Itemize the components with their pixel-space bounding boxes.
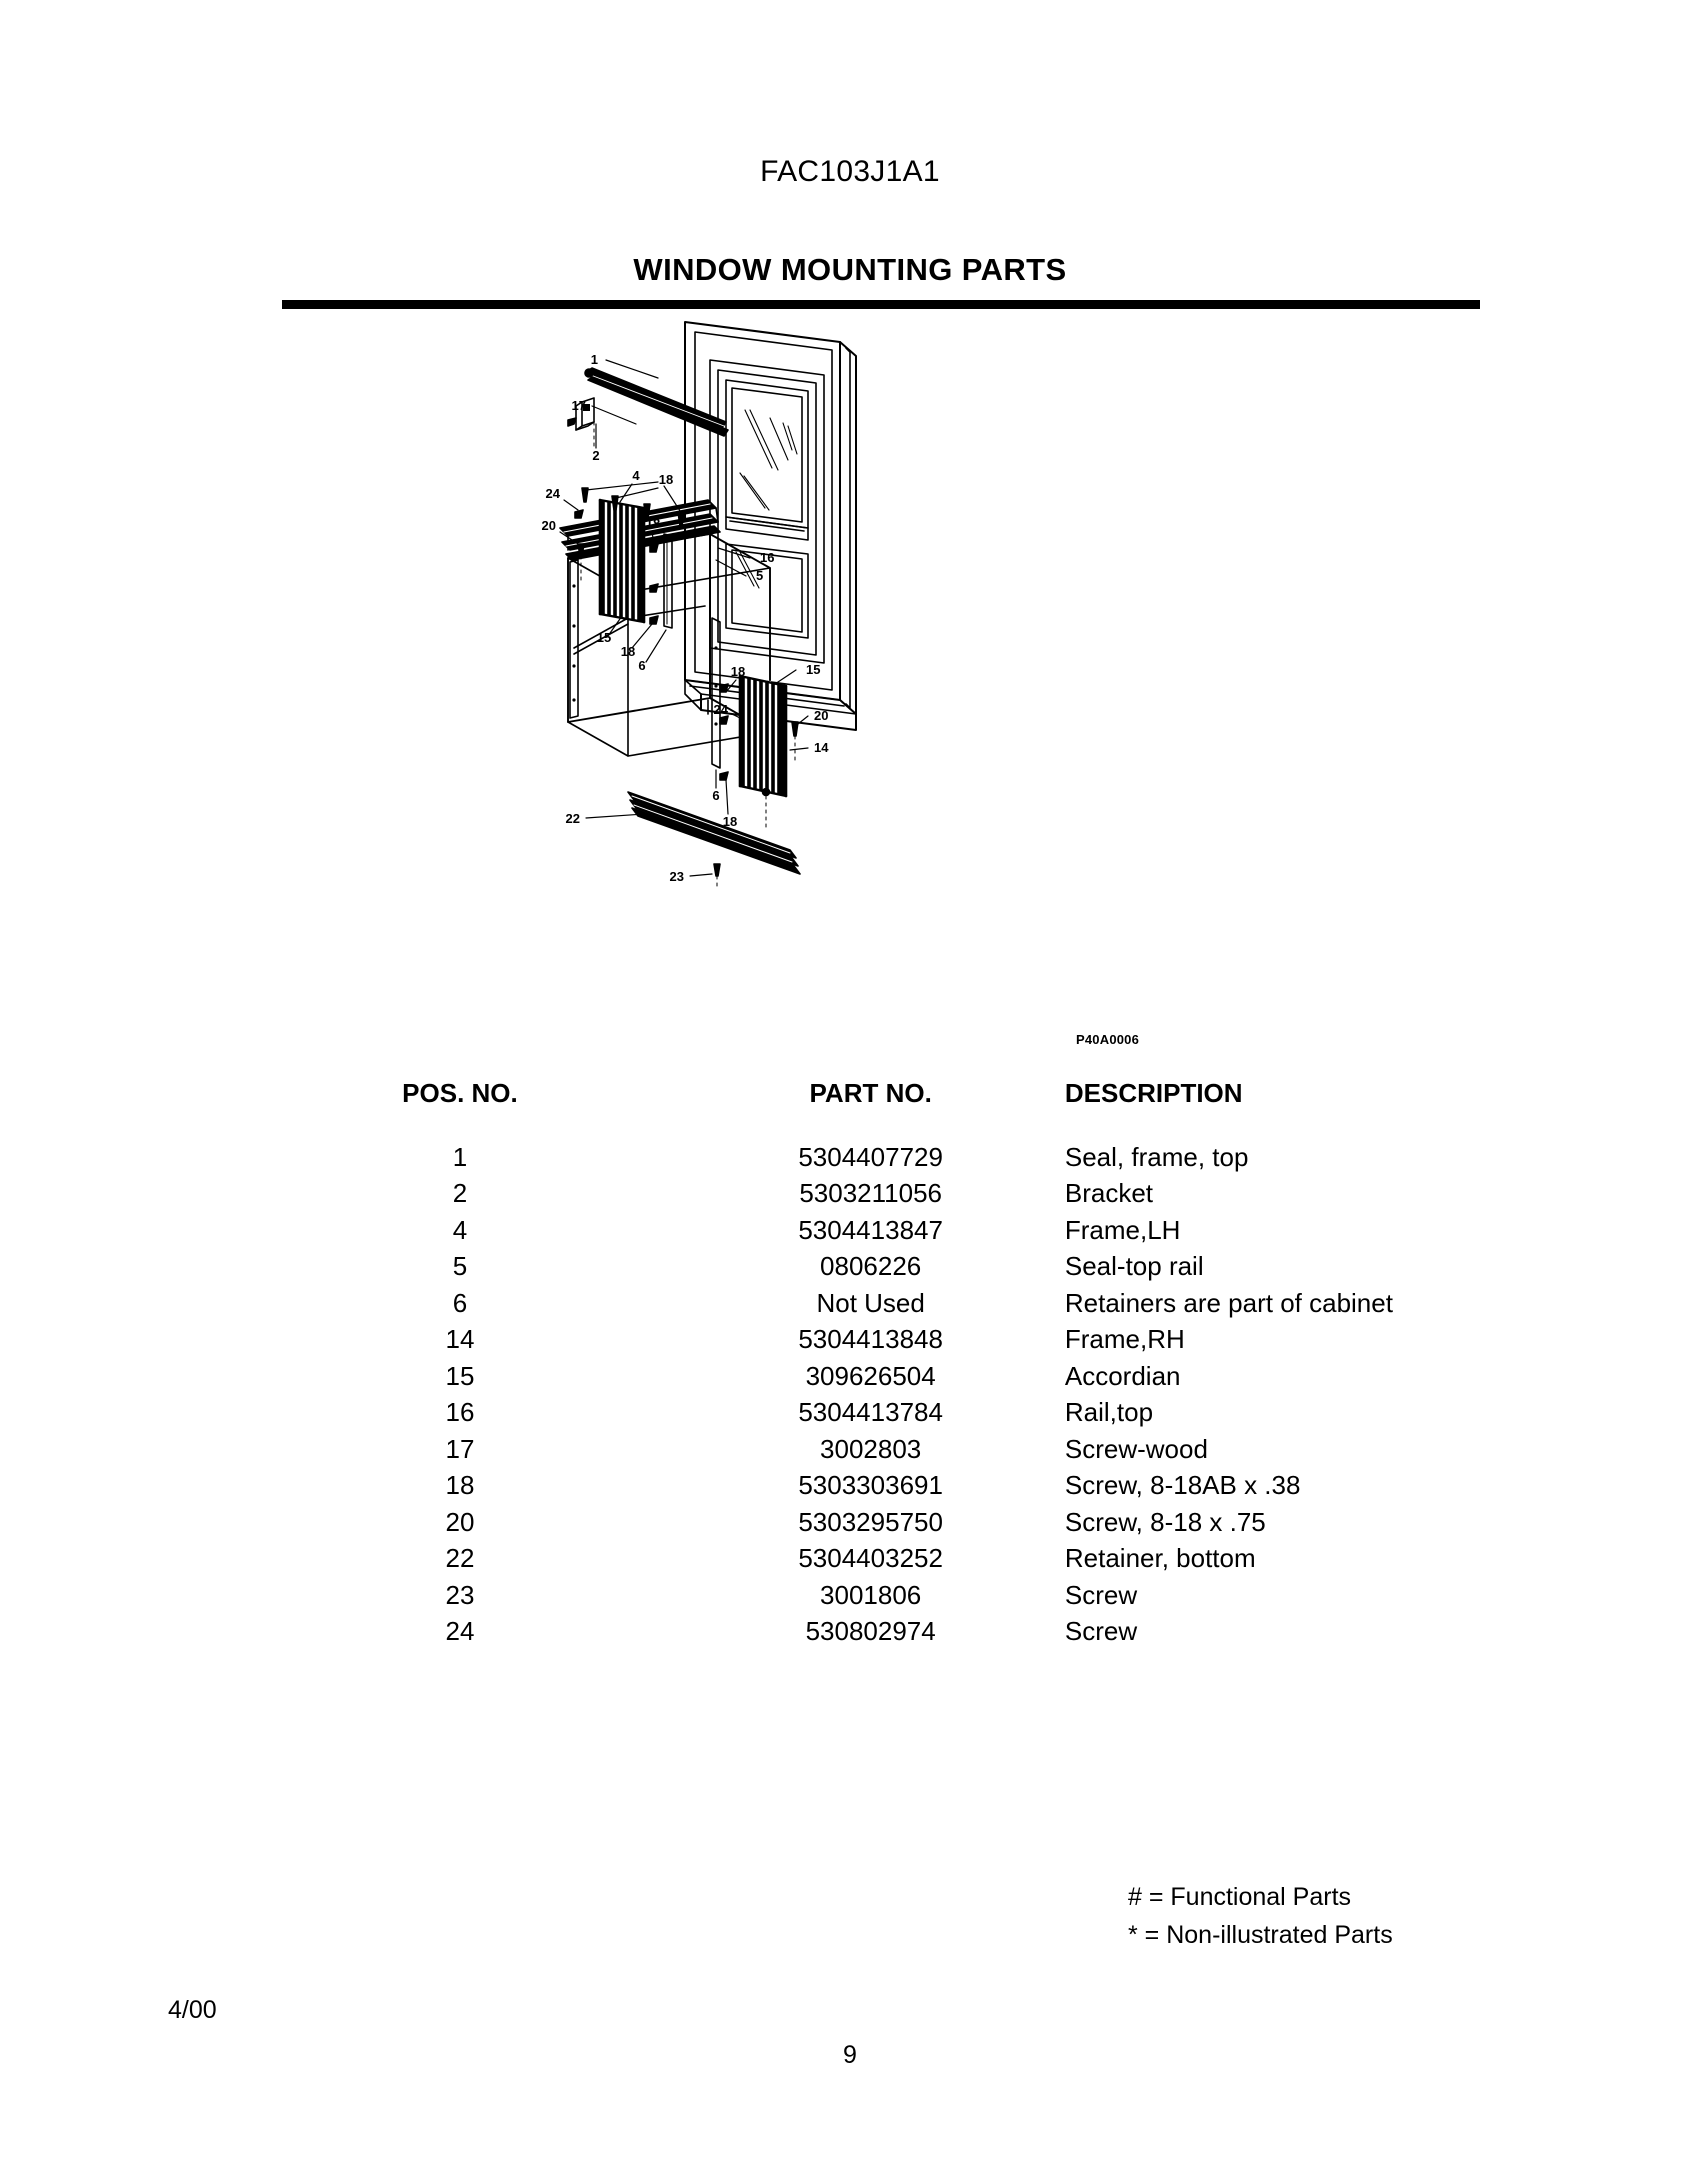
callout-16: 16 xyxy=(760,550,775,565)
parts-table-container xyxy=(0,1075,1700,1650)
cell-part-no: 5304413784 xyxy=(798,1397,943,1427)
cell-part-no: 3002803 xyxy=(820,1433,922,1464)
table-left-spacer xyxy=(0,1075,244,1139)
cell-pos-no: 18 xyxy=(445,1470,475,1500)
column-header-pos: POS. NO. xyxy=(402,1078,518,1108)
cell-part-no: 5304407729 xyxy=(798,1141,943,1172)
cell-pos-no: 6 xyxy=(452,1287,468,1318)
row-left-spacer xyxy=(0,1577,244,1614)
revision-date: 4/00 xyxy=(168,1996,217,2024)
cell-description: Screw, 8-18AB x .38 xyxy=(1064,1470,1301,1500)
callout-18-left-b: 18 xyxy=(620,644,636,659)
callout-2: 2 xyxy=(592,448,600,463)
cell-part-no: 5304413848 xyxy=(798,1324,943,1354)
row-left-spacer xyxy=(0,1321,244,1358)
callout-4: 4 xyxy=(632,468,640,483)
callout-22: 22 xyxy=(565,811,580,826)
table-row xyxy=(0,1467,1700,1504)
callout-24-right: 24 xyxy=(713,702,728,717)
cell-description: Rail,top xyxy=(1064,1397,1154,1427)
callout-6-left: 6 xyxy=(638,658,646,673)
cell-pos-no: 4 xyxy=(452,1214,468,1245)
model-number: FAC103J1A1 xyxy=(760,155,940,188)
cell-part-no: 5303295750 xyxy=(798,1506,943,1537)
callout-15-right: 15 xyxy=(806,662,821,677)
table-row xyxy=(0,1540,1700,1577)
cell-part-no: 5303211056 xyxy=(799,1178,942,1208)
cell-description: Bracket xyxy=(1064,1178,1154,1208)
cell-pos-no: 22 xyxy=(445,1543,475,1573)
cell-pos-no: 15 xyxy=(445,1360,475,1391)
cell-pos-no: 20 xyxy=(445,1506,475,1537)
cell-pos-no: 2 xyxy=(452,1178,468,1208)
callout-18-right-b: 18 xyxy=(722,814,738,829)
column-header-part: PART NO. xyxy=(809,1078,932,1108)
legend-non-illustrated: * = Non-illustrated Parts xyxy=(1128,1921,1393,1949)
callout-18-rail: 18 xyxy=(658,472,674,487)
table-row xyxy=(0,1358,1700,1395)
row-left-spacer xyxy=(0,1139,244,1176)
callout-1: 1 xyxy=(590,352,598,367)
callout-6-right: 6 xyxy=(712,788,720,803)
table-row xyxy=(0,1504,1700,1541)
callout-20-left: 20 xyxy=(541,518,556,533)
cell-description: Retainer, bottom xyxy=(1064,1543,1256,1573)
table-row xyxy=(0,1212,1700,1249)
cell-description: Screw xyxy=(1064,1579,1138,1610)
row-left-spacer xyxy=(0,1431,244,1468)
parts-table xyxy=(0,1075,1700,1650)
callout-17: 17 xyxy=(571,398,586,413)
table-row xyxy=(0,1175,1700,1212)
row-left-spacer xyxy=(0,1540,244,1577)
cell-description: Frame,LH xyxy=(1064,1214,1181,1245)
cell-part-no: 5304403252 xyxy=(798,1543,943,1573)
cell-pos-no: 23 xyxy=(445,1579,475,1610)
row-left-spacer xyxy=(0,1175,244,1212)
header-divider xyxy=(282,300,1480,309)
row-left-spacer xyxy=(0,1467,244,1504)
cell-pos-no: 24 xyxy=(445,1616,475,1646)
callout-15-left: 15 xyxy=(596,630,612,645)
cell-part-no: 530802974 xyxy=(805,1616,936,1646)
cell-description: Frame,RH xyxy=(1064,1324,1185,1354)
table-row xyxy=(0,1394,1700,1431)
cell-pos-no: 17 xyxy=(445,1433,475,1464)
drawing-code: P40A0006 xyxy=(1076,1032,1140,1047)
cell-part-no: 5303303691 xyxy=(798,1470,943,1500)
cell-part-no: Not Used xyxy=(816,1287,925,1318)
cell-pos-no: 14 xyxy=(445,1324,475,1354)
table-row xyxy=(0,1248,1700,1285)
right-accordion-panel xyxy=(740,676,786,796)
cell-description: Screw-wood xyxy=(1064,1433,1208,1464)
parts-table-body xyxy=(0,1139,1700,1650)
cell-part-no: 5304413847 xyxy=(798,1214,943,1245)
table-row xyxy=(0,1321,1700,1358)
cell-pos-no: 5 xyxy=(452,1251,468,1281)
cell-description: Screw xyxy=(1064,1616,1138,1646)
cell-pos-no: 1 xyxy=(452,1141,468,1172)
cell-description: Screw, 8-18 x .75 xyxy=(1064,1506,1266,1537)
column-header-description: DESCRIPTION xyxy=(1064,1078,1243,1108)
legend-functional: # = Functional Parts xyxy=(1128,1883,1352,1911)
table-row xyxy=(0,1431,1700,1468)
cell-part-no: 309626504 xyxy=(805,1360,936,1391)
row-left-spacer xyxy=(0,1285,244,1322)
bottom-retainer xyxy=(628,792,800,874)
row-left-spacer xyxy=(0,1212,244,1249)
page-number: 9 xyxy=(843,2041,857,2069)
table-row xyxy=(0,1139,1700,1176)
row-left-spacer xyxy=(0,1248,244,1285)
table-row xyxy=(0,1577,1700,1614)
callout-24-left: 24 xyxy=(545,486,560,501)
screw-glyphs xyxy=(565,418,798,876)
cell-pos-no: 16 xyxy=(445,1397,475,1427)
callout-18-right-a: 18 xyxy=(730,664,746,679)
row-left-spacer xyxy=(0,1358,244,1395)
callout-23: 23 xyxy=(669,869,684,884)
table-header-row xyxy=(0,1075,1700,1139)
table-row xyxy=(0,1613,1700,1650)
cell-description: Seal, frame, top xyxy=(1064,1141,1249,1172)
callout-18-left-a: 18 xyxy=(645,516,661,531)
cell-description: Accordian xyxy=(1064,1360,1181,1391)
cell-description: Seal-top rail xyxy=(1064,1251,1204,1281)
cell-part-no: 0806226 xyxy=(820,1251,922,1281)
callout-14: 14 xyxy=(814,740,829,755)
row-left-spacer xyxy=(0,1613,244,1650)
row-left-spacer xyxy=(0,1394,244,1431)
callout-5: 5 xyxy=(756,568,764,583)
callout-20-right: 20 xyxy=(814,708,829,723)
cell-part-no: 3001806 xyxy=(820,1579,922,1610)
row-left-spacer xyxy=(0,1504,244,1541)
cell-description: Retainers are part of cabinet xyxy=(1064,1287,1393,1318)
exploded-view-diagram xyxy=(540,318,1200,1018)
top-frame-seal xyxy=(585,368,728,436)
legend-block xyxy=(1128,1878,1393,1954)
table-row xyxy=(0,1285,1700,1322)
left-accordion-panel xyxy=(600,500,672,628)
page-title: WINDOW MOUNTING PARTS xyxy=(633,252,1067,287)
